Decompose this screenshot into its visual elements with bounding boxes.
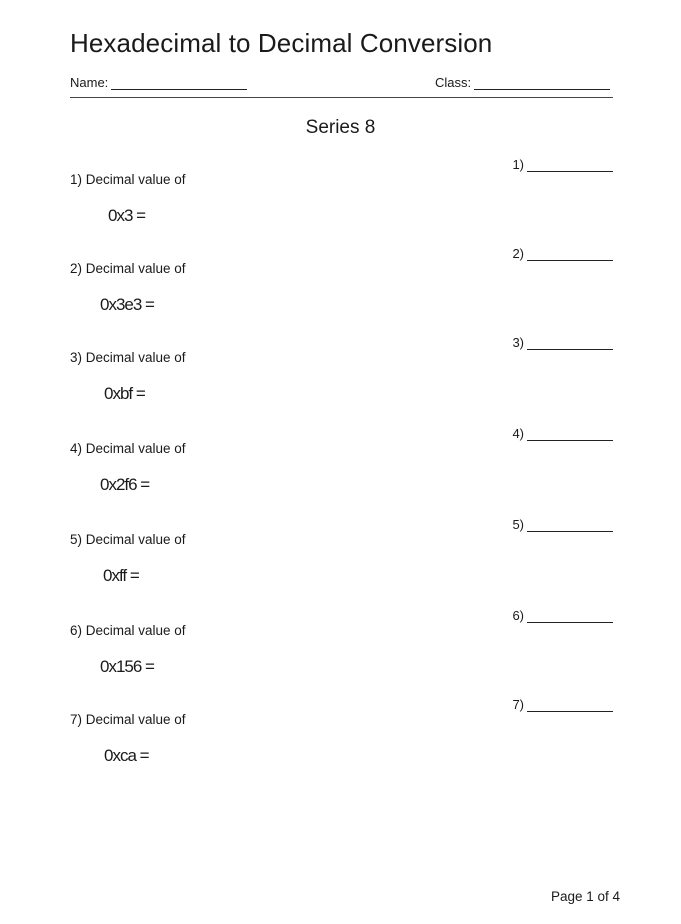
answer-slot [512,157,613,172]
answer-slot [512,517,613,532]
question-label: 1) Decimal value of [70,172,186,187]
answer-blank-line[interactable] [527,248,613,261]
hex-expression: 0x2f6 = [100,475,150,494]
hex-expression: 0x156 = [100,657,154,676]
question-label: 4) Decimal value of [70,441,186,456]
answer-blank-line[interactable] [527,337,613,350]
answer-slot [512,335,613,350]
answer-label: 6) [512,608,524,623]
question-item [70,441,630,521]
question-item [70,261,630,341]
answer-blank-line[interactable] [527,428,613,441]
name-field [70,75,247,90]
class-label: Class: [435,75,472,90]
answer-label: 3) [512,335,524,350]
series-title: Series 8 [305,117,376,138]
answer-blank-line[interactable] [527,699,613,712]
question-label: 5) Decimal value of [70,532,186,547]
hex-expression: 0x3e3 = [100,295,154,314]
hex-expression: 0xff = [103,566,139,585]
answer-label: 1) [512,157,524,172]
answer-label: 7) [512,697,524,712]
answer-slot [512,697,613,712]
answer-blank-line[interactable] [527,159,613,172]
question-label: 6) Decimal value of [70,623,186,638]
name-blank-line[interactable] [111,77,247,90]
question-label: 7) Decimal value of [70,712,186,727]
hex-expression: 0xbf = [104,384,145,403]
hex-expression: 0x3 = [108,206,146,225]
question-item [70,532,630,612]
question-item [70,623,630,703]
answer-blank-line[interactable] [527,519,613,532]
answer-label: 2) [512,246,524,261]
worksheet-title: Hexadecimal to Decimal Conversion [70,28,493,58]
question-label: 3) Decimal value of [70,350,186,365]
answer-slot [512,246,613,261]
class-field [435,75,610,90]
question-item [70,172,630,252]
header-divider [70,97,613,98]
answer-slot [512,426,613,441]
answer-blank-line[interactable] [527,610,613,623]
question-item [70,350,630,430]
answer-slot [512,608,613,623]
hex-expression: 0xca = [104,746,149,765]
name-label: Name: [70,75,109,90]
question-item [70,712,630,792]
answer-label: 5) [512,517,524,532]
answer-label: 4) [512,426,524,441]
class-blank-line[interactable] [474,77,610,90]
question-label: 2) Decimal value of [70,261,186,276]
page-indicator: Page 1 of 4 [550,889,620,904]
